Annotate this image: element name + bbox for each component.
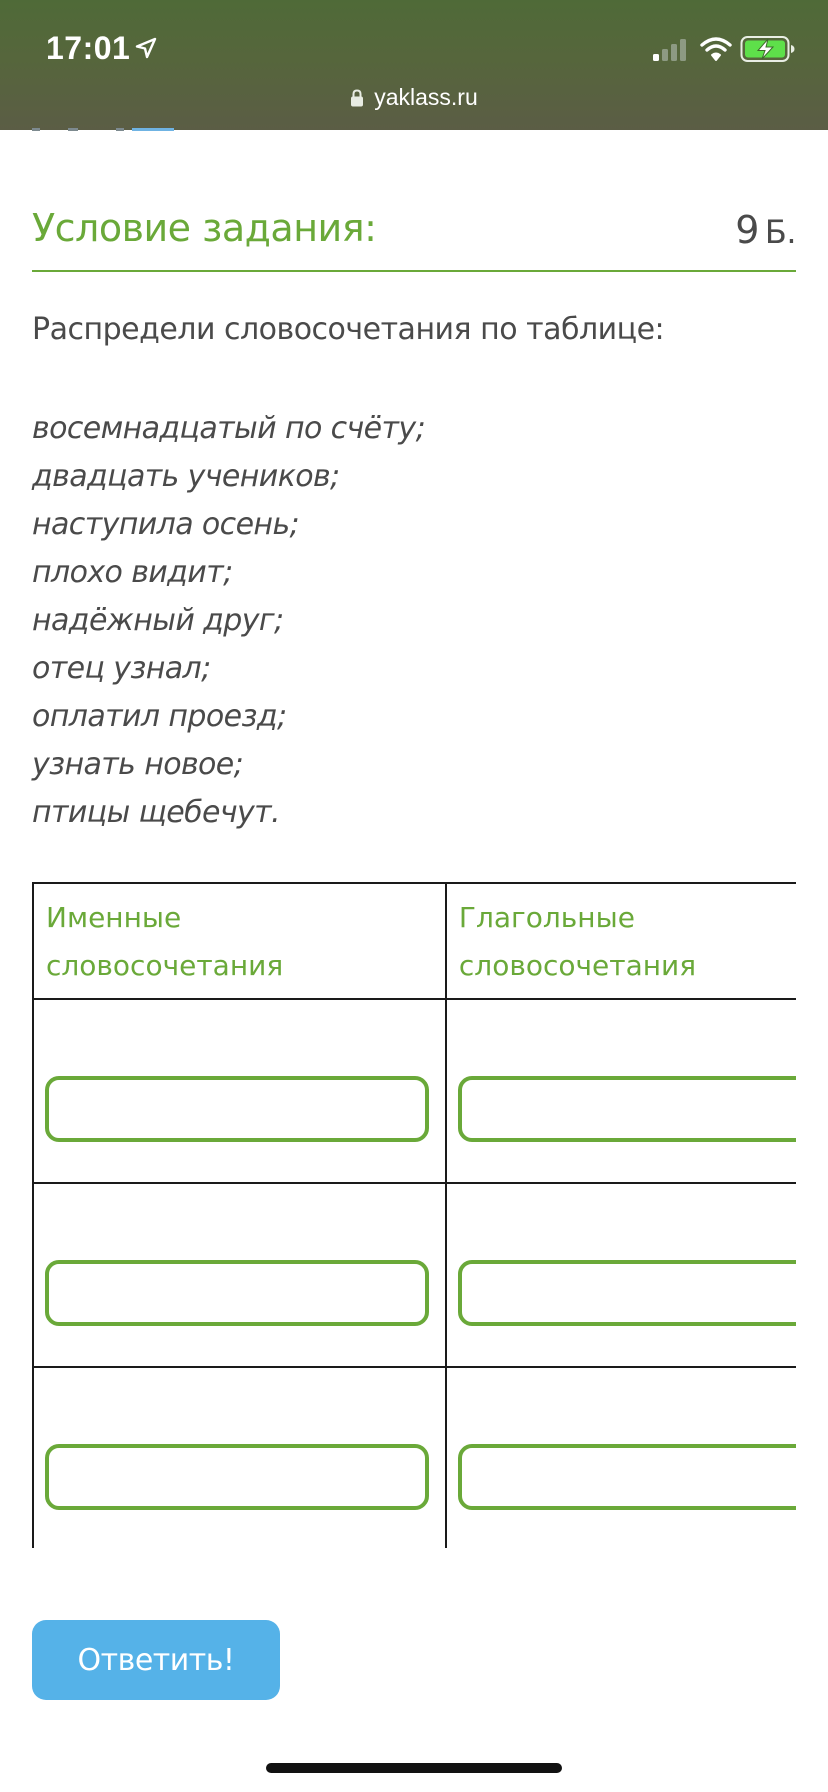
- phrase-item: надёжный друг;: [32, 603, 284, 638]
- phrase-item: восемнадцатый по счёту;: [32, 411, 426, 446]
- status-bar: [0, 0, 828, 130]
- answer-drop-slot[interactable]: [45, 1444, 429, 1510]
- submit-answer-button[interactable]: Ответить!: [32, 1620, 280, 1700]
- task-instruction: Распредели словосочетания по таблице:: [32, 312, 665, 347]
- answer-drop-slot[interactable]: [458, 1076, 796, 1142]
- cellular-signal-icon: [652, 38, 690, 62]
- table-cell: [446, 999, 796, 1183]
- phrase-item: оплатил проезд;: [32, 699, 287, 734]
- battery-charging-icon: [740, 35, 796, 63]
- phrase-item: птицы щебечут.: [32, 795, 280, 830]
- table-cell: [33, 999, 446, 1183]
- home-indicator[interactable]: [266, 1763, 562, 1773]
- column-header-line: словосочетания: [458, 949, 697, 982]
- phrase-item: узнать новое;: [32, 747, 244, 782]
- address-bar[interactable]: [0, 84, 828, 118]
- scrolled-content-fragment: [32, 128, 172, 134]
- answer-table-scroll-container[interactable]: [32, 882, 796, 1548]
- answer-drop-slot[interactable]: [45, 1260, 429, 1326]
- lock-icon: [350, 89, 364, 107]
- table-row: [33, 1367, 796, 1548]
- location-arrow-icon: [134, 36, 158, 60]
- wifi-icon: [700, 36, 732, 62]
- column-header-line: словосочетания: [46, 949, 284, 982]
- table-row: [33, 999, 796, 1183]
- phrase-list: [32, 405, 425, 837]
- answer-drop-slot[interactable]: [45, 1076, 429, 1142]
- points-unit: Б.: [764, 213, 796, 251]
- phrase-item: плохо видит;: [32, 555, 233, 590]
- url-text: yaklass.ru: [374, 84, 478, 110]
- task-header: [32, 200, 796, 272]
- phrase-item: наступила осень;: [32, 507, 300, 542]
- task-points: [735, 208, 796, 252]
- table-cell: [446, 1183, 796, 1367]
- table-cell: [33, 1367, 446, 1548]
- column-header-nominal: [33, 883, 446, 999]
- answer-drop-slot[interactable]: [458, 1444, 796, 1510]
- column-header-line: Глагольные: [458, 901, 635, 934]
- table-row: [33, 1183, 796, 1367]
- phrase-item: двадцать учеников;: [32, 459, 340, 494]
- column-header-verbal: [446, 883, 796, 999]
- table-cell: [446, 1367, 796, 1548]
- task-title: Условие задания:: [32, 206, 377, 250]
- table-cell: [33, 1183, 446, 1367]
- answer-table: [32, 882, 796, 1548]
- clock: 17:01: [46, 30, 131, 66]
- column-header-line: Именные: [46, 901, 182, 934]
- phrase-item: отец узнал;: [32, 651, 211, 686]
- points-value: 9: [735, 208, 759, 252]
- answer-drop-slot[interactable]: [458, 1260, 796, 1326]
